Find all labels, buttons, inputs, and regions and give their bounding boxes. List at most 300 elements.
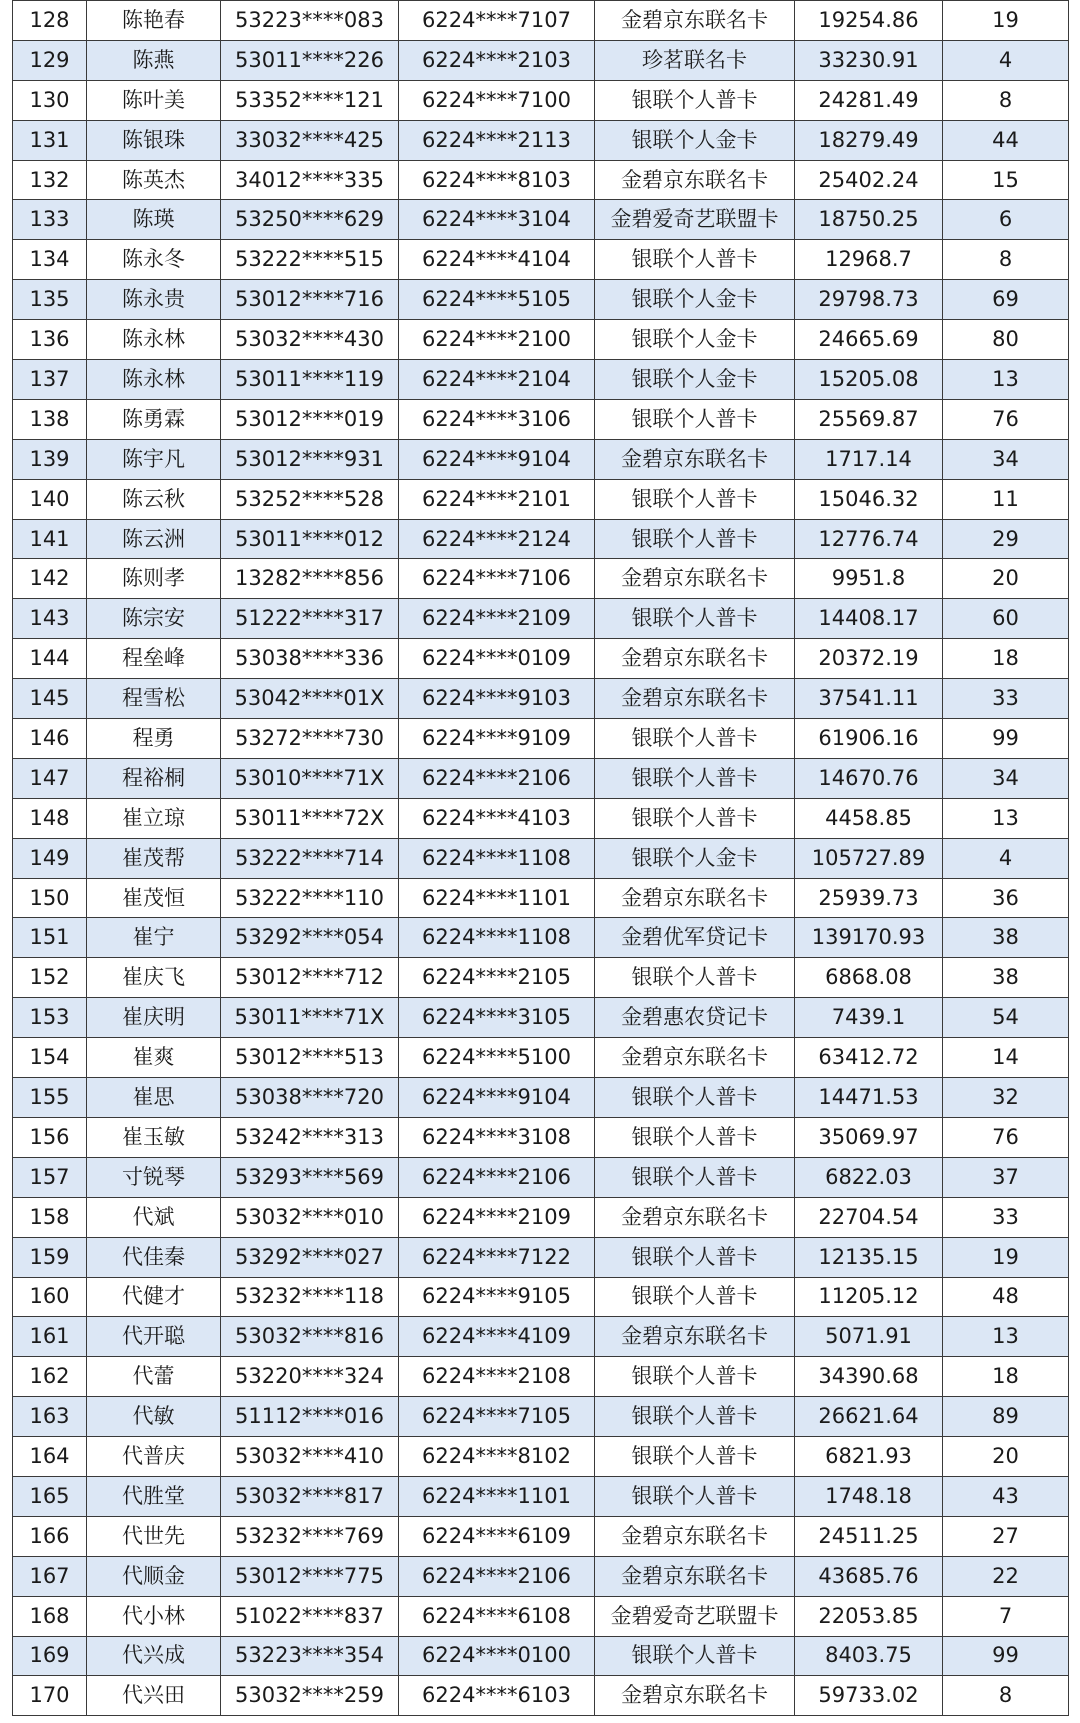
cell-card-number: 6224****6109	[399, 1516, 595, 1556]
cell-count: 13	[943, 798, 1069, 838]
cell-id-number: 53292****027	[221, 1237, 399, 1277]
table-row	[13, 160, 1069, 200]
cell-card-number: 6224****6108	[399, 1596, 595, 1636]
cell-row-number: 156	[13, 1117, 87, 1157]
cell-amount: 15205.08	[795, 360, 943, 400]
cell-count: 13	[943, 360, 1069, 400]
cell-card-number: 6224****0100	[399, 1636, 595, 1676]
cell-row-number: 158	[13, 1197, 87, 1237]
cell-row-number: 148	[13, 798, 87, 838]
table-row	[13, 878, 1069, 918]
cell-id-number: 53012****019	[221, 399, 399, 439]
cell-holder-name: 陈燕	[87, 40, 221, 80]
cell-count: 69	[943, 280, 1069, 320]
table-row	[13, 1676, 1069, 1716]
cell-amount: 24281.49	[795, 80, 943, 120]
cell-holder-name: 代敏	[87, 1397, 221, 1437]
cell-amount: 139170.93	[795, 918, 943, 958]
cell-card-type: 银联个人普卡	[595, 519, 795, 559]
cell-card-type: 金碧京东联名卡	[595, 639, 795, 679]
cell-row-number: 154	[13, 1038, 87, 1078]
cell-amount: 5071.91	[795, 1317, 943, 1357]
cell-id-number: 53012****712	[221, 958, 399, 998]
cell-card-number: 6224****2106	[399, 1556, 595, 1596]
cell-amount: 33230.91	[795, 40, 943, 80]
cell-id-number: 53292****054	[221, 918, 399, 958]
cell-amount: 25569.87	[795, 399, 943, 439]
cell-amount: 12968.7	[795, 240, 943, 280]
cell-card-type: 银联个人普卡	[595, 958, 795, 998]
cell-row-number: 153	[13, 998, 87, 1038]
cell-row-number: 138	[13, 399, 87, 439]
cell-amount: 25939.73	[795, 878, 943, 918]
cell-amount: 6821.93	[795, 1437, 943, 1477]
cell-holder-name: 陈永冬	[87, 240, 221, 280]
cell-holder-name: 陈瑛	[87, 200, 221, 240]
cell-holder-name: 崔庆飞	[87, 958, 221, 998]
cell-row-number: 155	[13, 1078, 87, 1118]
table-row	[13, 758, 1069, 798]
cell-holder-name: 代兴田	[87, 1676, 221, 1716]
cell-row-number: 167	[13, 1556, 87, 1596]
cell-card-number: 6224****3106	[399, 399, 595, 439]
cell-holder-name: 崔立琼	[87, 798, 221, 838]
table-row	[13, 998, 1069, 1038]
cell-card-type: 银联个人普卡	[595, 1237, 795, 1277]
cell-id-number: 53012****775	[221, 1556, 399, 1596]
cell-id-number: 34012****335	[221, 160, 399, 200]
cell-card-number: 6224****7100	[399, 80, 595, 120]
cell-row-number: 152	[13, 958, 87, 998]
table-row	[13, 360, 1069, 400]
cell-card-number: 6224****2103	[399, 40, 595, 80]
cell-count: 48	[943, 1277, 1069, 1317]
cell-id-number: 53222****714	[221, 838, 399, 878]
cell-row-number: 145	[13, 679, 87, 719]
cell-row-number: 132	[13, 160, 87, 200]
table-row	[13, 838, 1069, 878]
table-row	[13, 280, 1069, 320]
table-row	[13, 1397, 1069, 1437]
cell-count: 20	[943, 559, 1069, 599]
cell-card-type: 银联个人普卡	[595, 1117, 795, 1157]
cell-amount: 11205.12	[795, 1277, 943, 1317]
table-row	[13, 120, 1069, 160]
cell-row-number: 160	[13, 1277, 87, 1317]
cell-card-type: 银联个人普卡	[595, 1397, 795, 1437]
table-row	[13, 1078, 1069, 1118]
cell-card-number: 6224****4109	[399, 1317, 595, 1357]
cell-card-number: 6224****9103	[399, 679, 595, 719]
cell-count: 80	[943, 320, 1069, 360]
cell-row-number: 146	[13, 719, 87, 759]
cell-id-number: 53232****118	[221, 1277, 399, 1317]
cell-row-number: 140	[13, 479, 87, 519]
cell-card-type: 银联个人普卡	[595, 80, 795, 120]
cell-amount: 26621.64	[795, 1397, 943, 1437]
cardholder-table	[12, 0, 1069, 1716]
cell-holder-name: 代胜堂	[87, 1476, 221, 1516]
cell-card-type: 银联个人普卡	[595, 399, 795, 439]
cell-row-number: 150	[13, 878, 87, 918]
cell-count: 34	[943, 758, 1069, 798]
table-row	[13, 1277, 1069, 1317]
cell-id-number: 53032****816	[221, 1317, 399, 1357]
cell-holder-name: 陈永贵	[87, 280, 221, 320]
cell-row-number: 134	[13, 240, 87, 280]
cell-id-number: 53032****259	[221, 1676, 399, 1716]
cell-card-type: 银联个人普卡	[595, 1357, 795, 1397]
cell-card-type: 金碧京东联名卡	[595, 439, 795, 479]
cell-id-number: 53250****629	[221, 200, 399, 240]
cell-count: 13	[943, 1317, 1069, 1357]
cell-card-type: 银联个人普卡	[595, 1437, 795, 1477]
cell-count: 4	[943, 838, 1069, 878]
cell-id-number: 53252****528	[221, 479, 399, 519]
cell-count: 18	[943, 639, 1069, 679]
table-row	[13, 719, 1069, 759]
cell-amount: 19254.86	[795, 1, 943, 41]
cell-card-number: 6224****8103	[399, 160, 595, 200]
cell-holder-name: 陈艳春	[87, 1, 221, 41]
cell-card-type: 银联个人金卡	[595, 838, 795, 878]
cell-card-type: 金碧京东联名卡	[595, 1197, 795, 1237]
cell-count: 19	[943, 1, 1069, 41]
cell-row-number: 143	[13, 599, 87, 639]
cell-amount: 20372.19	[795, 639, 943, 679]
table-row	[13, 399, 1069, 439]
table-row	[13, 1197, 1069, 1237]
cell-card-type: 金碧京东联名卡	[595, 1, 795, 41]
table-row	[13, 80, 1069, 120]
cell-card-number: 6224****2106	[399, 1157, 595, 1197]
cell-row-number: 130	[13, 80, 87, 120]
cell-amount: 24665.69	[795, 320, 943, 360]
table-row	[13, 200, 1069, 240]
cell-card-type: 银联个人普卡	[595, 1476, 795, 1516]
cell-id-number: 53011****012	[221, 519, 399, 559]
cell-card-number: 6224****3105	[399, 998, 595, 1038]
cell-card-number: 6224****2106	[399, 758, 595, 798]
cell-card-type: 金碧优军贷记卡	[595, 918, 795, 958]
cell-card-type: 银联个人普卡	[595, 1157, 795, 1197]
cell-id-number: 53223****083	[221, 1, 399, 41]
cell-card-number: 6224****2100	[399, 320, 595, 360]
cell-row-number: 142	[13, 559, 87, 599]
cell-card-number: 6224****1108	[399, 838, 595, 878]
cell-card-type: 金碧京东联名卡	[595, 1516, 795, 1556]
cell-row-number: 136	[13, 320, 87, 360]
cell-id-number: 13282****856	[221, 559, 399, 599]
cell-count: 76	[943, 399, 1069, 439]
cell-card-type: 银联个人金卡	[595, 320, 795, 360]
cell-id-number: 51022****837	[221, 1596, 399, 1636]
cell-card-type: 金碧京东联名卡	[595, 1556, 795, 1596]
cell-id-number: 51112****016	[221, 1397, 399, 1437]
cell-id-number: 53032****010	[221, 1197, 399, 1237]
cell-row-number: 159	[13, 1237, 87, 1277]
cell-count: 36	[943, 878, 1069, 918]
cell-card-type: 银联个人普卡	[595, 1078, 795, 1118]
cell-amount: 15046.32	[795, 479, 943, 519]
cell-row-number: 161	[13, 1317, 87, 1357]
cell-card-number: 6224****7106	[399, 559, 595, 599]
cell-amount: 18279.49	[795, 120, 943, 160]
cell-count: 54	[943, 998, 1069, 1038]
cell-card-type: 金碧京东联名卡	[595, 1317, 795, 1357]
cell-amount: 43685.76	[795, 1556, 943, 1596]
cell-card-number: 6224****1101	[399, 878, 595, 918]
cell-count: 99	[943, 1636, 1069, 1676]
cell-amount: 34390.68	[795, 1357, 943, 1397]
cell-holder-name: 崔思	[87, 1078, 221, 1118]
cell-amount: 9951.8	[795, 559, 943, 599]
cell-row-number: 168	[13, 1596, 87, 1636]
cell-count: 15	[943, 160, 1069, 200]
cell-row-number: 164	[13, 1437, 87, 1477]
cell-id-number: 53011****72X	[221, 798, 399, 838]
cell-holder-name: 陈叶美	[87, 80, 221, 120]
cell-holder-name: 代普庆	[87, 1437, 221, 1477]
cell-row-number: 149	[13, 838, 87, 878]
cell-card-number: 6224****3108	[399, 1117, 595, 1157]
table-body	[13, 1, 1069, 1716]
cell-card-number: 6224****2109	[399, 599, 595, 639]
cell-count: 43	[943, 1476, 1069, 1516]
cell-amount: 12135.15	[795, 1237, 943, 1277]
cell-holder-name: 代蕾	[87, 1357, 221, 1397]
cell-id-number: 53242****313	[221, 1117, 399, 1157]
table-row	[13, 1, 1069, 41]
cell-holder-name: 寸锐琴	[87, 1157, 221, 1197]
cell-id-number: 53012****931	[221, 439, 399, 479]
cell-id-number: 53223****354	[221, 1636, 399, 1676]
cell-amount: 63412.72	[795, 1038, 943, 1078]
cell-holder-name: 崔爽	[87, 1038, 221, 1078]
cell-count: 76	[943, 1117, 1069, 1157]
cell-id-number: 53011****226	[221, 40, 399, 80]
cell-card-number: 6224****7107	[399, 1, 595, 41]
cell-id-number: 53032****817	[221, 1476, 399, 1516]
cell-amount: 1748.18	[795, 1476, 943, 1516]
table-row	[13, 1038, 1069, 1078]
cell-holder-name: 代兴成	[87, 1636, 221, 1676]
cell-card-number: 6224****2108	[399, 1357, 595, 1397]
cell-id-number: 53011****119	[221, 360, 399, 400]
cell-holder-name: 程垒峰	[87, 639, 221, 679]
cell-count: 19	[943, 1237, 1069, 1277]
cell-row-number: 169	[13, 1636, 87, 1676]
cell-row-number: 137	[13, 360, 87, 400]
table-row	[13, 679, 1069, 719]
cell-amount: 14670.76	[795, 758, 943, 798]
cell-card-number: 6224****5105	[399, 280, 595, 320]
cell-card-number: 6224****2101	[399, 479, 595, 519]
cell-amount: 6822.03	[795, 1157, 943, 1197]
table-row	[13, 639, 1069, 679]
cell-card-number: 6224****7105	[399, 1397, 595, 1437]
table-row	[13, 1636, 1069, 1676]
cell-card-type: 银联个人普卡	[595, 719, 795, 759]
cell-card-number: 6224****9105	[399, 1277, 595, 1317]
cell-card-type: 金碧京东联名卡	[595, 160, 795, 200]
table-row	[13, 439, 1069, 479]
cell-row-number: 163	[13, 1397, 87, 1437]
table-row	[13, 320, 1069, 360]
cell-holder-name: 代佳秦	[87, 1237, 221, 1277]
cell-row-number: 162	[13, 1357, 87, 1397]
cell-card-number: 6224****4104	[399, 240, 595, 280]
table-row	[13, 1516, 1069, 1556]
cell-card-number: 6224****3104	[399, 200, 595, 240]
table-row	[13, 1437, 1069, 1477]
cell-count: 6	[943, 200, 1069, 240]
cell-card-type: 金碧爱奇艺联盟卡	[595, 1596, 795, 1636]
cell-amount: 25402.24	[795, 160, 943, 200]
cell-id-number: 53232****769	[221, 1516, 399, 1556]
cell-amount: 1717.14	[795, 439, 943, 479]
table-row	[13, 40, 1069, 80]
cell-amount: 12776.74	[795, 519, 943, 559]
cell-card-type: 金碧爱奇艺联盟卡	[595, 200, 795, 240]
cardholder-table-container	[12, 0, 1068, 1716]
cell-id-number: 53352****121	[221, 80, 399, 120]
cell-card-type: 银联个人普卡	[595, 758, 795, 798]
table-row	[13, 798, 1069, 838]
table-row	[13, 1117, 1069, 1157]
table-row	[13, 479, 1069, 519]
cell-count: 60	[943, 599, 1069, 639]
cell-row-number: 147	[13, 758, 87, 798]
cell-holder-name: 程勇	[87, 719, 221, 759]
cell-card-type: 银联个人金卡	[595, 120, 795, 160]
cell-count: 32	[943, 1078, 1069, 1118]
cell-card-type: 金碧京东联名卡	[595, 679, 795, 719]
cell-card-number: 6224****1108	[399, 918, 595, 958]
cell-id-number: 53032****430	[221, 320, 399, 360]
cell-card-number: 6224****5100	[399, 1038, 595, 1078]
cell-id-number: 53293****569	[221, 1157, 399, 1197]
cell-card-type: 金碧京东联名卡	[595, 1676, 795, 1716]
cell-id-number: 51222****317	[221, 599, 399, 639]
table-row	[13, 240, 1069, 280]
cell-card-number: 6224****9104	[399, 1078, 595, 1118]
cell-count: 38	[943, 958, 1069, 998]
table-row	[13, 1357, 1069, 1397]
table-row	[13, 1596, 1069, 1636]
cell-count: 27	[943, 1516, 1069, 1556]
cell-id-number: 53042****01X	[221, 679, 399, 719]
cell-count: 8	[943, 240, 1069, 280]
cell-count: 8	[943, 80, 1069, 120]
cell-card-type: 金碧京东联名卡	[595, 559, 795, 599]
cell-holder-name: 陈则孝	[87, 559, 221, 599]
cell-card-number: 6224****1101	[399, 1476, 595, 1516]
cell-id-number: 53012****716	[221, 280, 399, 320]
cell-id-number: 53272****730	[221, 719, 399, 759]
cell-card-number: 6224****2113	[399, 120, 595, 160]
cell-count: 89	[943, 1397, 1069, 1437]
cell-card-type: 珍茗联名卡	[595, 40, 795, 80]
cell-count: 18	[943, 1357, 1069, 1397]
cell-holder-name: 代小林	[87, 1596, 221, 1636]
cell-holder-name: 代健才	[87, 1277, 221, 1317]
cell-count: 11	[943, 479, 1069, 519]
cell-count: 22	[943, 1556, 1069, 1596]
cell-card-type: 银联个人金卡	[595, 280, 795, 320]
cell-count: 8	[943, 1676, 1069, 1716]
cell-row-number: 141	[13, 519, 87, 559]
cell-count: 99	[943, 719, 1069, 759]
cell-id-number: 53038****720	[221, 1078, 399, 1118]
cell-id-number: 53038****336	[221, 639, 399, 679]
cell-card-number: 6224****0109	[399, 639, 595, 679]
cell-amount: 8403.75	[795, 1636, 943, 1676]
table-row	[13, 519, 1069, 559]
cell-row-number: 170	[13, 1676, 87, 1716]
table-row	[13, 1317, 1069, 1357]
cell-row-number: 131	[13, 120, 87, 160]
cell-card-type: 银联个人普卡	[595, 1636, 795, 1676]
cell-holder-name: 崔宁	[87, 918, 221, 958]
cell-amount: 29798.73	[795, 280, 943, 320]
cell-count: 20	[943, 1437, 1069, 1477]
cell-row-number: 133	[13, 200, 87, 240]
table-row	[13, 1476, 1069, 1516]
cell-row-number: 157	[13, 1157, 87, 1197]
cell-card-number: 6224****8102	[399, 1437, 595, 1477]
cell-amount: 14471.53	[795, 1078, 943, 1118]
cell-count: 38	[943, 918, 1069, 958]
cell-card-type: 银联个人普卡	[595, 599, 795, 639]
cell-id-number: 33032****425	[221, 120, 399, 160]
cell-count: 44	[943, 120, 1069, 160]
cell-holder-name: 崔庆明	[87, 998, 221, 1038]
cell-card-number: 6224****6103	[399, 1676, 595, 1716]
cell-holder-name: 陈永林	[87, 360, 221, 400]
cell-row-number: 151	[13, 918, 87, 958]
cell-row-number: 135	[13, 280, 87, 320]
cell-id-number: 53220****324	[221, 1357, 399, 1397]
cell-holder-name: 陈英杰	[87, 160, 221, 200]
cell-holder-name: 代世先	[87, 1516, 221, 1556]
cell-row-number: 165	[13, 1476, 87, 1516]
cell-amount: 22053.85	[795, 1596, 943, 1636]
cell-card-type: 银联个人金卡	[595, 360, 795, 400]
cell-row-number: 144	[13, 639, 87, 679]
cell-card-number: 6224****2124	[399, 519, 595, 559]
cell-card-type: 银联个人普卡	[595, 479, 795, 519]
cell-row-number: 128	[13, 1, 87, 41]
cell-row-number: 139	[13, 439, 87, 479]
cell-amount: 24511.25	[795, 1516, 943, 1556]
cell-amount: 61906.16	[795, 719, 943, 759]
cell-holder-name: 陈勇霖	[87, 399, 221, 439]
cell-id-number: 53010****71X	[221, 758, 399, 798]
cell-row-number: 129	[13, 40, 87, 80]
table-row	[13, 958, 1069, 998]
cell-holder-name: 陈宇凡	[87, 439, 221, 479]
cell-card-number: 6224****4103	[399, 798, 595, 838]
cell-card-number: 6224****7122	[399, 1237, 595, 1277]
cell-holder-name: 陈银珠	[87, 120, 221, 160]
table-row	[13, 599, 1069, 639]
cell-amount: 7439.1	[795, 998, 943, 1038]
cell-card-type: 银联个人普卡	[595, 798, 795, 838]
cell-id-number: 53032****410	[221, 1437, 399, 1477]
cell-count: 7	[943, 1596, 1069, 1636]
cell-holder-name: 崔茂恒	[87, 878, 221, 918]
